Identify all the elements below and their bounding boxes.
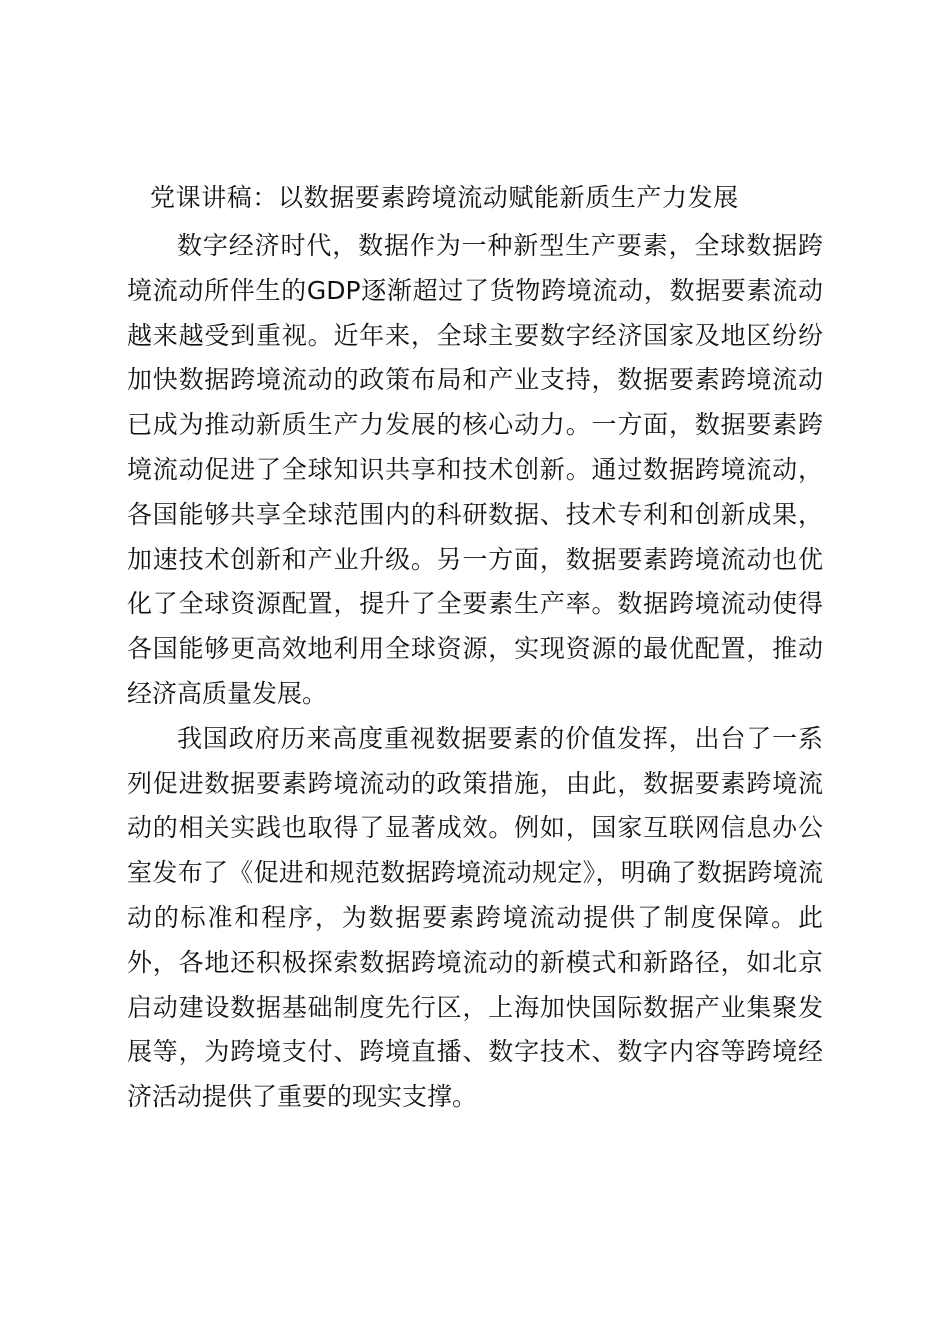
paragraph-1: 数字经济时代，数据作为一种新型生产要素，全球数据跨境流动所伴生的GDP逐渐超过了货物跨境流动，数据要素流动越来越受到重视。近年来，全球主要数字经济国家及地区纷纷加快数据跨境流动的政策布局和产业支持，数据要素跨境流动已成为推动新质生产力发展的核心动力。一方面，数据要素跨境流动促进了全球知识共享和技术创新。通过数据跨境流动，各国能够共享全球范围内的科研数据、技术专利和创新成果，加速技术创新和产业升级。另一方面，数据要素跨境流动也优化了全球资源配置，提升了全要素生产率。数据跨境流动使得各国能够更高效地利用全球资源，实现资源的最优配置，推动经济高质量发展。	[127, 231, 823, 708]
paragraph-2: 我国政府历来高度重视数据要素的价值发挥，出台了一系列促进数据要素跨境流动的政策措施，由此，数据要素跨境流动的相关实践也取得了显著成效。例如，国家互联网信息办公室发布了《促进和规范数据跨境流动规定》，明确了数据跨境流动的标准和程序，为数据要素跨境流动提供了制度保障。此外，各地还积极探索数据跨境流动的新模式和新路径，如北京启动建设数据基础制度先行区，上海加快国际数据产业集聚发展等，为跨境支付、跨境直播、数字技术、数字内容等跨境经济活动提供了重要的现实支撑。	[127, 723, 823, 1112]
document-body	[127, 224, 823, 1120]
document-title: 党课讲稿：以数据要素跨境流动赋能新质生产力发展	[150, 183, 739, 212]
